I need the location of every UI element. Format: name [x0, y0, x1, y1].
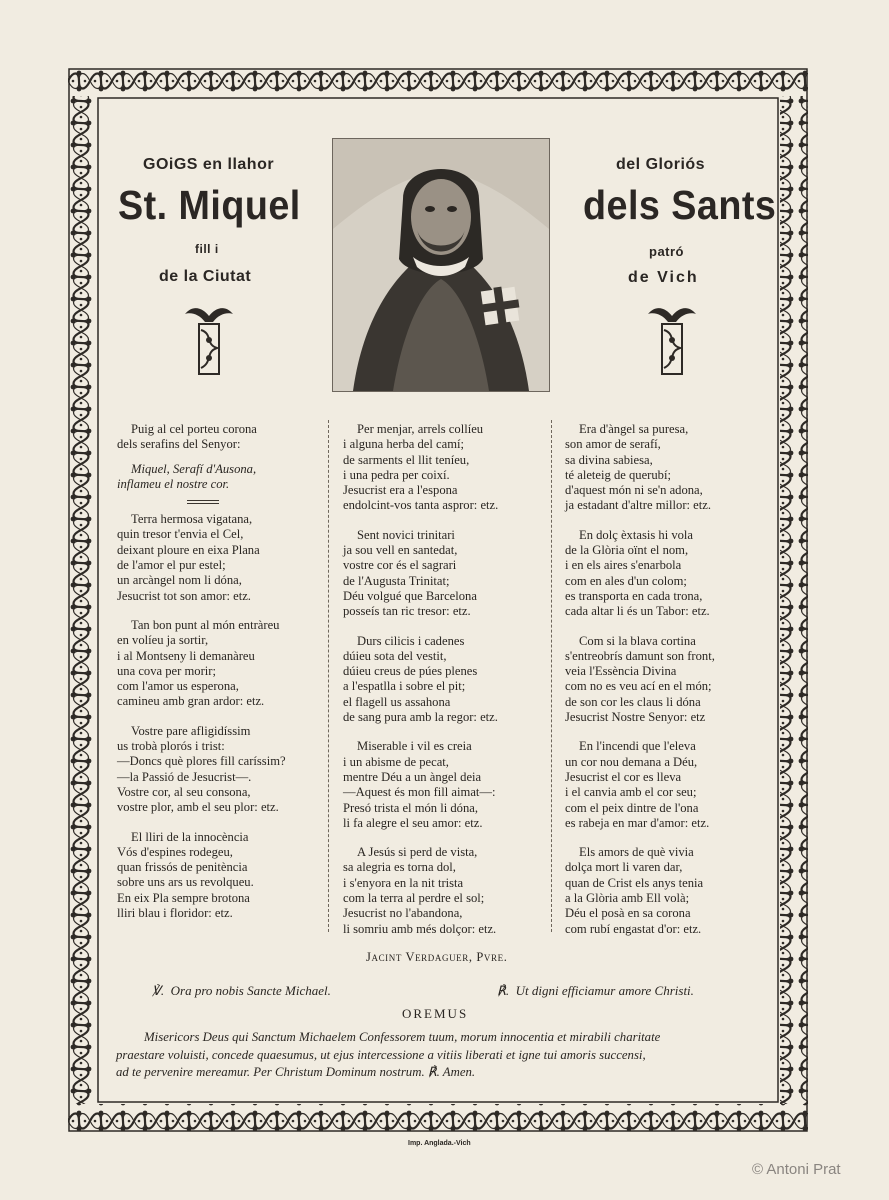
verse-column-1	[117, 422, 286, 921]
prayer-line: ad te pervenire mereamur. Per Christum Dominum nostrum. ℟. Amen.	[116, 1065, 476, 1079]
verse-line: camineu amb gran ardor: etz.	[117, 694, 265, 709]
oremus-title: OREMUS	[402, 1006, 469, 1021]
verse-line: a la Glòria amb Ell volà;	[565, 891, 690, 906]
header-right-line4: de Vich	[628, 269, 699, 286]
saint-portrait	[332, 138, 550, 392]
printer-imprint: Imp. Anglada.-Vich	[408, 1140, 471, 1147]
verse-line: com en ales d'un colom;	[565, 573, 687, 588]
response-symbol: ℟.	[497, 983, 510, 998]
verse-line: cada altar li és un Tabor: etz.	[565, 604, 710, 619]
verse-line: Puig al cel porteu corona	[131, 422, 257, 436]
verse-line: i una pedra per coixí.	[343, 467, 450, 482]
verse-line: endolcint-vos tanta aspror: etz.	[343, 498, 499, 513]
column-divider	[551, 420, 552, 932]
verse-line: —la Passió de Jesucrist—.	[117, 769, 252, 784]
left-ornament-icon	[183, 304, 235, 378]
verse-line: son amor de serafí,	[565, 437, 661, 452]
verse-line: veia l'Essència Divina	[565, 664, 677, 679]
verse-line: ja estadant d'altre millor: etz.	[565, 498, 711, 513]
verse-line: i en els aires s'enarbola	[565, 558, 682, 573]
verse-line: Jesucrist era a l'espona	[343, 483, 458, 498]
verse-line: sa divina sabiesa,	[565, 452, 653, 467]
verse-column-3	[565, 422, 715, 937]
header-right-line1: del Gloriós	[616, 156, 706, 173]
verse-line: un cor nou demana a Déu,	[565, 754, 698, 769]
header-left-line4: de la Ciutat	[159, 268, 252, 285]
verse-line: i un abisme de pecat,	[343, 754, 449, 769]
verse-line: Els amors de què vivia	[579, 845, 694, 860]
header-right-line3: patró	[649, 244, 684, 259]
verse-line: En dolç èxtasis hi vola	[579, 527, 694, 542]
header-left-name: St. Miquel	[118, 182, 301, 228]
verse-line: Vós d'espines rodegeu,	[117, 844, 233, 859]
verse-line: vostre plor, amb el seu plor: etz.	[117, 800, 279, 815]
verse-line: dúieu sota del vestit,	[343, 648, 447, 663]
verse-line: Tan bon punt al món entràreu	[131, 617, 280, 632]
signature-text: Jacint Verdaguer, Pvre.	[366, 950, 508, 964]
verse-line: com el peix dintre de l'ona	[565, 800, 699, 815]
header-right-name: dels Sants	[583, 182, 777, 228]
verse-line: Jesucrist tot son amor: etz.	[117, 588, 251, 603]
prayer-line: praestare voluisti, concede quaesumus, ut ejus intercessione a vitiis liberati et igne tui amoris succensi,	[116, 1047, 646, 1062]
verse-line: En l'incendi que l'eleva	[579, 739, 696, 754]
verse-line: com rubí engastat d'or: etz.	[565, 921, 702, 936]
response-text: Ut digni efficiamur amore Christi.	[515, 983, 694, 998]
verse-line: Déu el posà en sa corona	[565, 906, 691, 921]
verse-line: sa alegria es torna dol,	[343, 860, 456, 875]
verse-line: li somriu amb més dolçor: etz.	[343, 921, 497, 936]
verse-line: En eix Pla sempre brotona	[117, 890, 250, 905]
verse-line: de son cor les claus li dóna	[565, 694, 701, 709]
verse-line: mentre Déu a un àngel deia	[343, 769, 482, 784]
verse-line: quan de Crist els anys tenia	[565, 875, 704, 890]
verse-line: el flagell us assahona	[343, 694, 451, 709]
verse-line: s'entreobrís damunt son front,	[565, 648, 715, 663]
verse-line: dels serafins del Senyor:	[117, 437, 241, 452]
verse-line: Presó trista el món li dóna,	[343, 800, 479, 815]
verse-line: quin tresor t'envia el Cel,	[117, 527, 244, 542]
verse-line: té aleteig de querubí;	[565, 467, 671, 482]
verse-line: com l'amor us esperona,	[117, 679, 239, 694]
verse-line: Jesucrist Nostre Senyor: etz	[565, 710, 706, 725]
verse-line: quan frissós de penitència	[117, 860, 248, 875]
right-ornament-icon	[646, 304, 698, 378]
verse-line: dolça mort li varen dar,	[565, 860, 683, 875]
column-divider	[328, 420, 329, 932]
verse-line: Vostre pare afligidíssim	[131, 723, 251, 738]
verse-line: Jesucrist el cor es lleva	[565, 769, 682, 784]
verse-line: Com si la blava cortina	[579, 633, 696, 648]
verse-line: en volíeu ja sortir,	[117, 633, 209, 648]
verse-line: sobre uns ars us revolqueu.	[117, 875, 254, 890]
verse-line: A Jesús si perd de vista,	[357, 845, 478, 860]
versicle-symbol: ℣.	[152, 983, 165, 998]
verse-line: ja sou vell en santedat,	[343, 543, 458, 558]
verse-line: —Doncs què plores fill caríssim?	[117, 754, 286, 769]
verse-line: Jesucrist no l'abandona,	[343, 906, 463, 921]
verse-column-2	[343, 422, 498, 937]
verse-line: un arcàngel nom li dóna,	[117, 573, 242, 588]
verse-line: de la Glòria oïnt el nom,	[565, 543, 689, 558]
verse-line: us trobà plorós i trist:	[117, 739, 225, 754]
verse-line: i s'enyora en la nit trista	[343, 875, 464, 890]
verse-line: Vostre cor, al seu consona,	[117, 784, 251, 799]
copyright-watermark: © Antoni Prat	[752, 1161, 841, 1178]
verse-line: posseís tan ric tresor: etz.	[343, 604, 471, 619]
verse-line: a l'espatlla i sobre el pit;	[343, 679, 466, 694]
response	[497, 983, 694, 999]
verse-line: Sent novici trinitari	[357, 527, 455, 542]
verse-line: i el canvia amb el cor seu;	[565, 785, 697, 800]
verse-line: —Aquest és mon fill aimat—:	[343, 785, 496, 800]
verse-line: una cova per morir;	[117, 663, 216, 678]
divider-ornament	[187, 500, 219, 504]
verse-line: Durs cilicis i cadenes	[357, 633, 465, 648]
author-signature	[366, 950, 507, 965]
verse-line: lliri blau i floridor: etz.	[117, 906, 233, 921]
verse-line: de sang pura amb la regor: etz.	[343, 710, 498, 725]
verse-line: Era d'àngel sa puresa,	[579, 422, 689, 436]
versicle-text: Ora pro nobis Sancte Michael.	[170, 983, 331, 998]
verse-line: dúieu creus de púes plenes	[343, 664, 478, 679]
verse-line: li fa alegre el seu amor: etz.	[343, 815, 483, 830]
refrain-line: Miquel, Serafí d'Ausona,	[131, 461, 257, 476]
verse-line: de l'Augusta Trinitat;	[343, 573, 450, 588]
refrain-line: inflameu el nostre cor.	[117, 476, 230, 491]
verse-line: com no es veu ací en el món;	[565, 679, 712, 694]
verse-line: Déu volgué que Barcelona	[343, 588, 477, 603]
header-left-line1: GOiGS en llahor	[143, 156, 275, 173]
verse-line: vostre cor és el sagrari	[343, 558, 457, 573]
verse-line: de sarments el llit teníeu,	[343, 452, 470, 467]
verse-line: El lliri de la innocència	[131, 829, 249, 844]
verse-line: Miserable i vil es creia	[357, 739, 472, 754]
verse-line: de l'amor el pur estel;	[117, 558, 226, 573]
verse-line: d'aquest món ni se'n adona,	[565, 483, 703, 498]
verse-line: deixant ploure en eixa Plana	[117, 542, 260, 557]
verse-line: com la terra al perdre el sol;	[343, 891, 485, 906]
verse-line: i al Montseny li demanàreu	[117, 648, 255, 663]
verse-line: Per menjar, arrels collíeu	[357, 422, 484, 436]
versicle	[152, 983, 331, 999]
verse-line: es rabeja en mar d'amor: etz.	[565, 815, 710, 830]
verse-line: Terra hermosa vigatana,	[131, 512, 253, 527]
verse-line: i alguna herba del camí;	[343, 437, 464, 452]
verse-line: es transporta en cada trona,	[565, 588, 703, 603]
header-left-line3: fill i	[195, 242, 219, 256]
prayer-line: Misericors Deus qui Sanctum Michaelem Confessorem tuum, morum innocentia et mirabili charitate	[144, 1030, 661, 1044]
oremus-prayer	[116, 1029, 762, 1082]
